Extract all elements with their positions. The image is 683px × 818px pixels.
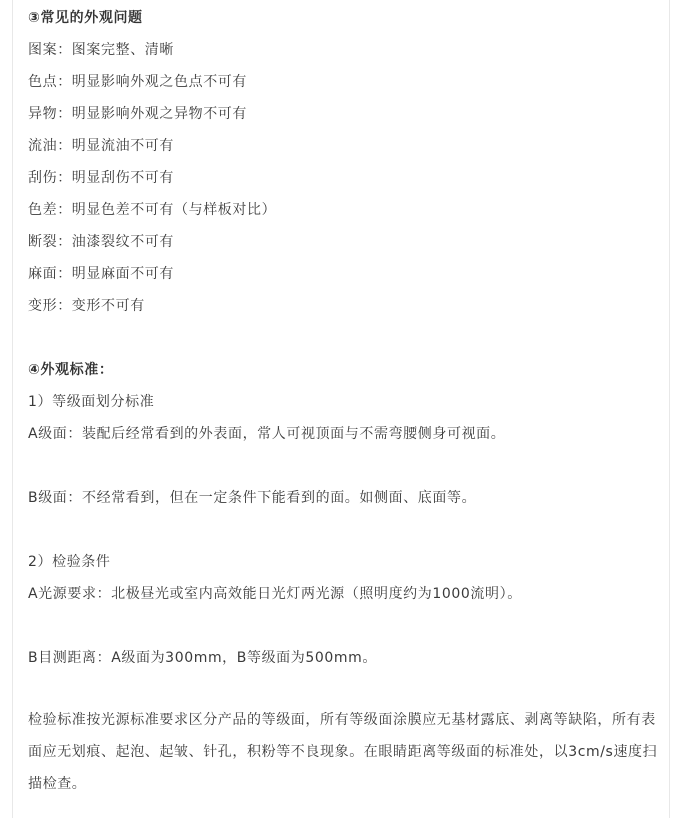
issue-item-pitting: 麻面：明显麻面不可有	[28, 266, 174, 282]
issue-item-crack: 断裂：油漆裂纹不可有	[28, 234, 174, 250]
issue-item-foreign-matter: 异物：明显影响外观之异物不可有	[28, 106, 247, 122]
inspection-standard-paragraph: 检验标准按光源标准要求区分产品的等级面，所有等级面涂膜应无基材露底、剥离等缺陷，所有表面应无划痕、起泡、起皱、针孔，积粉等不良现象。在眼睛距离等级面的标准处，以3cm/s速度扫描检查。	[28, 712, 658, 792]
grade-a-surface: A级面：装配后经常看到的外表面，常人可视顶面与不需弯腰侧身可视面。	[28, 426, 506, 442]
grade-b-surface: B级面：不经常看到，但在一定条件下能看到的面。如侧面、底面等。	[28, 490, 477, 506]
section-heading-common-issues: ③常见的外观问题	[28, 10, 143, 26]
grade-surface-title: 1）等级面划分标准	[28, 394, 155, 410]
issue-item-oil-flow: 流油：明显流油不可有	[28, 138, 174, 154]
issue-item-color-spot: 色点：明显影响外观之色点不可有	[28, 74, 247, 90]
issue-item-scratch: 刮伤：明显刮伤不可有	[28, 170, 174, 186]
issue-item-pattern: 图案：图案完整、清晰	[28, 42, 174, 58]
visual-distance: B目测距离：A级面为300mm，B等级面为500mm。	[28, 650, 377, 666]
issue-item-color-diff: 色差：明显色差不可有（与样板对比）	[28, 202, 277, 218]
inspection-conditions-title: 2）检验条件	[28, 554, 111, 570]
section-heading-appearance-standard: ④外观标准：	[28, 362, 114, 378]
issue-item-deformation: 变形：变形不可有	[28, 298, 145, 314]
light-source-requirement: A光源要求：北极昼光或室内高效能日光灯两光源（照明度约为1000流明）。	[28, 586, 522, 602]
